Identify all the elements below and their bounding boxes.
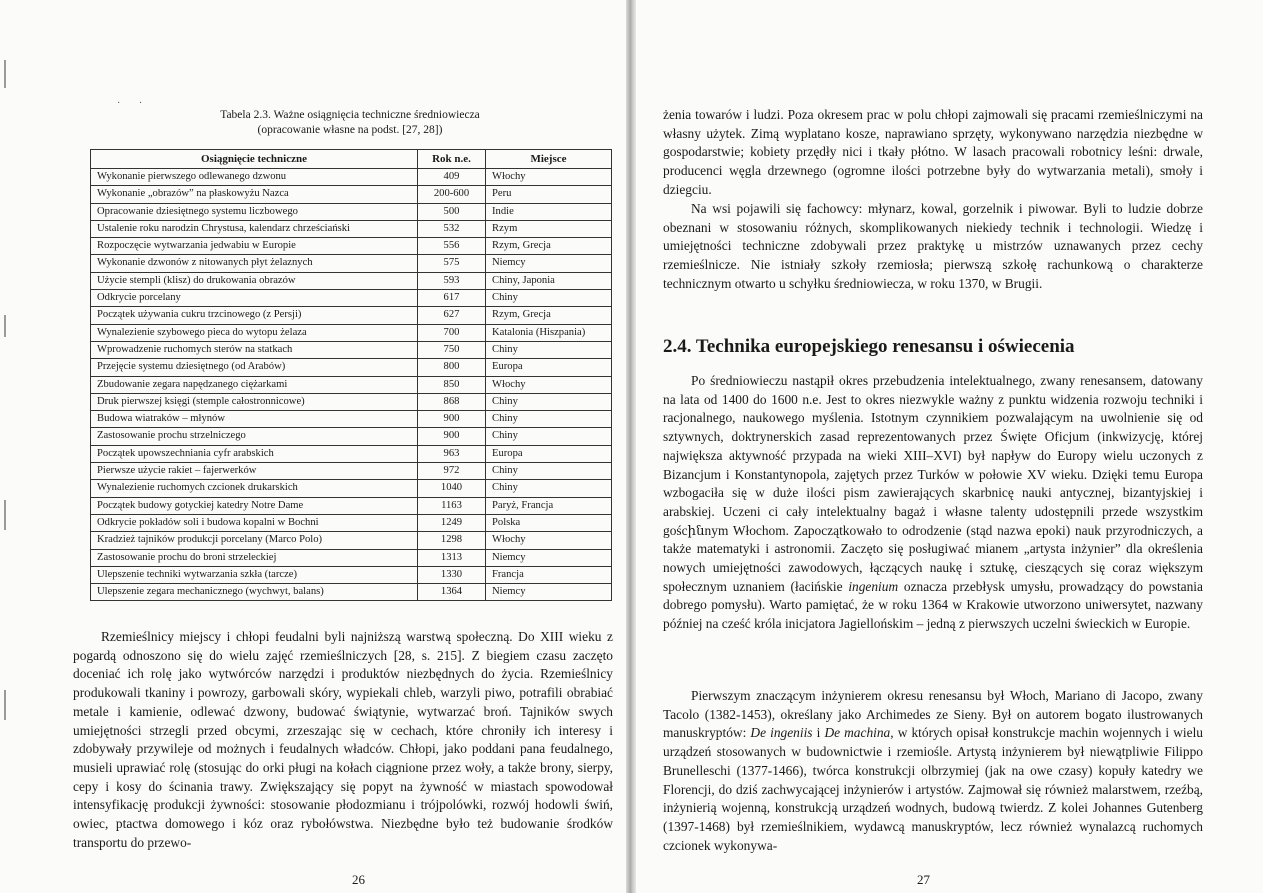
cell-year: 409 (418, 169, 486, 186)
table-row (91, 341, 612, 358)
cell-place: Włochy (486, 376, 612, 393)
table-row (91, 480, 612, 497)
cell-achievement: Kradzież tajników produkcji porcelany (Marco Polo) (91, 532, 418, 549)
cell-year: 1163 (418, 497, 486, 514)
cell-place: Rzym (486, 220, 612, 237)
table-row (91, 497, 612, 514)
cell-year: 627 (418, 307, 486, 324)
p3-latin-term: ingenium (848, 578, 899, 594)
cell-achievement: Zastosowanie prochu do broni strzeleckiej (91, 549, 418, 566)
achievements-table (90, 149, 612, 601)
cell-achievement: Wynalezienie ruchomych czcionek drukarskich (91, 480, 418, 497)
cell-achievement: Rozpoczęcie wytwarzania jedwabiu w Europie (91, 238, 418, 255)
cell-year: 850 (418, 376, 486, 393)
left-body-paragraph: Rzemieślnicy miejscy i chłopi feudalni byli najniższą warstwą społeczną. Do XIII wieku z pogardą odnoszono się do wielu zajęć rzemieślniczych [28, s. 215]. Z biegiem czasu zaczęto doceniać ich rolę jako wytwórców narzędzi i produktów niezbędnych do życia. Rzemieślnicy produkowali tkaniny i powrozy, garbowali skóry, wypiekali chleb, warzyli piwo, potrafili obrabiać metale i kamienie, odlewać dzwony, budować świątynie, wytwarzać broń. Tajników swych umiejętności strzegli przed obcymi, zrzeszając się w cechach, które chroniły ich interesy i zdobywały przywileje od możnych i feudalnych władców. Chłopi, jako poddani pana feudalnego, musieli uprawiać rolę (stosując do orki pługi na kołach ciągnione przez woły, a także brony, sierpy, cepy i kosy do ścinania trawy. Zwiększający się popyt na żywność w miastach spowodował intensyfikację produkcji żywności: stosowanie płodozmianu i trójpolówki, rozwój hodowli świń, owiec, ptactwa domowego i kóz oraz rybołówstwa. Niezbędne było też budowanie środków transportu do przewo- (73, 629, 613, 850)
scan-edge-mark (4, 60, 6, 88)
p4-title-1: De ingeniis (750, 725, 813, 741)
cell-achievement: Zbudowanie zegara napędzanego ciężarkami (91, 376, 418, 393)
header-year: Rok n.e. (418, 150, 486, 169)
cell-year: 900 (418, 428, 486, 445)
cell-year: 800 (418, 359, 486, 376)
cell-place: Włochy (486, 532, 612, 549)
cell-year: 1313 (418, 549, 486, 566)
table-row (91, 238, 612, 255)
cell-year: 556 (418, 238, 486, 255)
table-row (91, 445, 612, 462)
table-header-row (91, 150, 612, 169)
cell-achievement: Początek upowszechniania cyfr arabskich (91, 445, 418, 462)
cell-year: 532 (418, 220, 486, 237)
cell-achievement: Początek używania cukru trzcinowego (z Persji) (91, 307, 418, 324)
right-paragraph-1: żenia towarów i ludzi. Poza okresem prac w polu chłopi zajmowali się pracami rzemieślniczymi na własny użytek. Zimą wyplatano kosze, naprawiano sprzęty, wykonywano narzędzia niezbędne w gospodarstwie; kobiety przędły nici i tkały płótno. W lasach pracowali robotnicy leśni: drwale, producenci węgla drzewnego (ogromne ilości potrzebne były do wytwarzania metali), smoły i dziegciu. (663, 107, 1203, 197)
scan-edge-mark (4, 500, 6, 530)
table-row (91, 411, 612, 428)
table-body (91, 169, 612, 601)
cell-place: Włochy (486, 169, 612, 186)
cell-achievement: Wprowadzenie ruchomych sterów na statkach (91, 341, 418, 358)
cell-achievement: Wykonanie dzwonów z nitowanych płyt żelaznych (91, 255, 418, 272)
cell-achievement: Początek budowy gotyckiej katedry Notre Dame (91, 497, 418, 514)
cell-year: 593 (418, 272, 486, 289)
cell-place: Francja (486, 566, 612, 583)
cell-year: 868 (418, 393, 486, 410)
p4-text-b: , w których opisał konstrukcje machin wojennych i wielu urządzeń stosowanych w budownictwie i rzemiośle. Artystą inżynierem był niewątpliwie Filippo Brunelleschi (1377-1466), twórca konstrukcji olbrzymiej (jak na owe czasy) kopuły katedry we Florencji, do dziś zachwycającej inżynierów i artystów. Zajmował się również malarstwem, rzeźbą, inżynierią wojenną, konstrukcją urządzeń wodnych, budową twierdz. Z kolei Johannes Gutenberg (1397-1468) był rzemieślnikiem, wydawcą manuskryptów, lecz również wynalazcą ruchomych czcionek wykonywa- (663, 725, 1203, 853)
cell-achievement: Budowa wiatraków – młynów (91, 411, 418, 428)
table-row (91, 169, 612, 186)
table-row (91, 307, 612, 324)
cell-year: 1249 (418, 514, 486, 531)
table-row (91, 393, 612, 410)
cell-achievement: Wykonanie „obrazów” na płaskowyżu Nazca (91, 186, 418, 203)
table-row (91, 272, 612, 289)
cell-place: Niemcy (486, 549, 612, 566)
right-paragraph-2: Na wsi pojawili się fachowcy: młynarz, kowal, gorzelnik i piwowar. Byli to ludzie dobrze obeznani w stosowaniu różnych, skomplikowanych niekiedy technik i technologii. Wiedzę i umiejętności techniczne zdobywali przez praktykę u mistrzów uznawanych przez cechy rzemieślnicze. Nie istniały szkoły rzemiosła; pierwszą szkołę rachunkową o charakterze technicznym otwarto u schyłku średniowiecza, w roku 1370, w Brugii. (663, 201, 1203, 291)
cell-place: Rzym, Grecja (486, 238, 612, 255)
cell-achievement: Opracowanie dziesiętnego systemu liczbowego (91, 203, 418, 220)
cell-place: Indie (486, 203, 612, 220)
cell-place: Niemcy (486, 584, 612, 601)
right-paragraph-3 (663, 372, 1203, 634)
table-row (91, 566, 612, 583)
cell-year: 575 (418, 255, 486, 272)
cell-achievement: Odkrycie porcelany (91, 290, 418, 307)
cell-achievement: Druk pierwszej księgi (stemple całostronnicowe) (91, 393, 418, 410)
table-caption (90, 108, 610, 138)
table-row (91, 584, 612, 601)
cell-place: Polska (486, 514, 612, 531)
cell-place: Rzym, Grecja (486, 307, 612, 324)
table-row (91, 220, 612, 237)
page-number-left: 26 (352, 872, 365, 887)
page-number-right: 27 (917, 872, 930, 887)
table-row (91, 514, 612, 531)
cell-achievement: Użycie stempli (klisz) do drukowania obrazów (91, 272, 418, 289)
table-row (91, 532, 612, 549)
cell-achievement: Ustalenie roku narodzin Chrystusa, kalendarz chrześciański (91, 220, 418, 237)
table-row (91, 255, 612, 272)
cell-place: Niemcy (486, 255, 612, 272)
cell-year: 700 (418, 324, 486, 341)
table-row (91, 549, 612, 566)
scan-edge-mark (4, 315, 6, 337)
scan-edge-mark (4, 690, 6, 720)
cell-place: Europa (486, 359, 612, 376)
table-row (91, 203, 612, 220)
cell-place: Chiny (486, 480, 612, 497)
cell-place: Chiny (486, 411, 612, 428)
table-row (91, 186, 612, 203)
cell-achievement: Odkrycie pokładów soli i budowa kopalni w Bochni (91, 514, 418, 531)
p3-text-a: Po średniowieczu nastąpił okres przebudzenia intelektualnego, zwany renesansem, datowany na lata od 1400 do 1600 n.e. Jest to okres niezwykle ważny z punktu widzenia rozwoju techniki i racjonalnego, naukowego myślenia. Istotnym czynnikiem pozwalającym na uwolnienie się od sztywnych, doktrynerskich zasad reprezentowanych przez Święte Oficjum (inkwizycję, której największa aktywność przypada na wieki XIII–XVI) był napływ do Europy wielu uczonych z Bizancjum i Konstantynopola, zajętych przez Turków w połowie XV wieku. Dzięki temu Europa wzbogaciła się w duże ilości pism zawierających skarbnicę nauki antycznej, bizantyjskiej i arabskiej. Uczeni ci cały intelektualny bagaż i własne talenty udostępnili przede wszystkim goścինnym Włochom. Zapoczątkowało to odrodzenie (stąd nazwa epoki) nauk przyrodniczych, a także matematyki i astronomii. Zaczęto się posługiwać mianem „artysta inżynier” dla określenia nowych umiejętności zawodowych, łączących naukę i sztukę, cieszących się coraz większym społecznym uznaniem (łacińskie (663, 373, 1203, 594)
table-row (91, 428, 612, 445)
table-row (91, 324, 612, 341)
cell-year: 200-600 (418, 186, 486, 203)
section-heading: 2.4. Technika europejskiego renesansu i oświecenia (663, 336, 1075, 357)
cell-achievement: Zastosowanie prochu strzelniczego (91, 428, 418, 445)
cell-achievement: Ulepszenie techniki wytwarzania szkła (tarcze) (91, 566, 418, 583)
cell-year: 963 (418, 445, 486, 462)
cell-year: 500 (418, 203, 486, 220)
cell-place: Peru (486, 186, 612, 203)
cell-year: 1298 (418, 532, 486, 549)
cell-place: Chiny (486, 290, 612, 307)
right-paragraph-4 (663, 687, 1203, 855)
p3-text-b: oznacza przebłysk umysłu, prowadzący do powstania dobrego pomysłu). Warto pamiętać, że w roku 1364 w Krakowie utworzono uniwersytet, nazwany później na cześć króla inicjatora Jagiellońskim – jedną z pierwszych uczelni świeckich w Europie. (663, 578, 1203, 632)
scan-specks: · · (117, 98, 151, 109)
cell-achievement: Pierwsze użycie rakiet – fajerwerków (91, 463, 418, 480)
cell-place: Chiny (486, 463, 612, 480)
cell-place: Katalonia (Hiszpania) (486, 324, 612, 341)
cell-year: 1040 (418, 480, 486, 497)
cell-achievement: Wynalezienie szybowego pieca do wytopu żelaza (91, 324, 418, 341)
cell-year: 1364 (418, 584, 486, 601)
cell-place: Chiny, Japonia (486, 272, 612, 289)
p4-text-a: Pierwszym znaczącym inżynierem okresu renesansu był Włoch, Mariano di Jacopo, zwany Tacolo (1382-1453), określany jako Archimedes ze Sieny. Był on autorem bogato ilustrowanych manuskryptów: (663, 688, 1203, 741)
cell-place: Chiny (486, 341, 612, 358)
cell-achievement: Ulepszenie zegara mechanicznego (wychwyt, balans) (91, 584, 418, 601)
header-achievement: Osiągnięcie techniczne (91, 150, 418, 169)
cell-year: 750 (418, 341, 486, 358)
cell-place: Paryż, Francja (486, 497, 612, 514)
cell-achievement: Wykonanie pierwszego odlewanego dzwonu (91, 169, 418, 186)
caption-line-1: Tabela 2.3. Ważne osiągnięcia techniczne średniowiecza (220, 109, 480, 121)
p4-conjunction: i (816, 725, 821, 741)
cell-achievement: Przejęcie systemu dziesiętnego (od Arabów) (91, 359, 418, 376)
p4-title-2: De machina (824, 725, 891, 741)
table-row (91, 290, 612, 307)
table-row (91, 463, 612, 480)
cell-year: 617 (418, 290, 486, 307)
table-row (91, 376, 612, 393)
caption-line-2: (opracowanie własne na podst. [27, 28]) (257, 124, 443, 136)
header-place: Miejsce (486, 150, 612, 169)
cell-year: 1330 (418, 566, 486, 583)
book-gutter (626, 0, 636, 893)
cell-place: Europa (486, 445, 612, 462)
cell-place: Chiny (486, 428, 612, 445)
cell-year: 972 (418, 463, 486, 480)
cell-year: 900 (418, 411, 486, 428)
table-row (91, 359, 612, 376)
cell-place: Chiny (486, 393, 612, 410)
left-page (0, 0, 626, 893)
